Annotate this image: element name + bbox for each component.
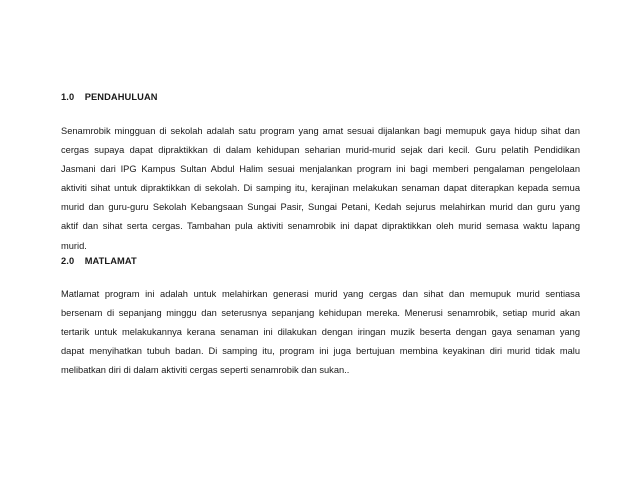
section-title: PENDAHULUAN bbox=[84, 92, 158, 102]
section-number: 1.0 bbox=[61, 92, 75, 102]
paragraph-matlamat bbox=[61, 285, 580, 380]
paragraph-line: melibatkan diri di dalam aktiviti cergas seperti senamrobik dan sukan.. bbox=[61, 365, 350, 376]
section-title: MATLAMAT bbox=[84, 256, 137, 266]
paragraph-line: Jasmani dari IPG Kampus Sultan Abdul Halim sesuai menjalankan program ini bagi memberi pengalaman pengelolaan bbox=[61, 164, 580, 175]
section-heading-pendahuluan bbox=[61, 92, 158, 102]
paragraph-line: Matlamat program ini adalah untuk melahirkan generasi murid yang cergas dan sihat dan memupuk murid sentiasa bbox=[61, 289, 580, 299]
paragraph-line: aktif dan sihat serta cergas. Tambahan pula aktiviti senamrobik ini dapat dipraktikkan oleh murid semasa waktu lapang bbox=[61, 221, 580, 232]
section-heading-matlamat bbox=[61, 256, 137, 266]
paragraph-line: Senamrobik mingguan di sekolah adalah satu program yang amat sesuai dijalankan bagi memupuk gaya hidup sihat dan bbox=[61, 126, 580, 136]
paragraph-pendahuluan bbox=[61, 122, 580, 256]
paragraph-line: murid dan guru-guru Sekolah Kebangsaan Sungai Pasir, Sungai Petani, Kedah sejurus melahirkan murid dan guru yang bbox=[61, 202, 580, 213]
paragraph-line: cergas supaya dapat dipraktikkan di dalam kehidupan seharian murid-murid sejak dari kecil. Guru pelatih Pendidikan bbox=[61, 145, 580, 156]
section-number: 2.0 bbox=[61, 256, 75, 266]
paragraph-line: bersenam di sepanjang minggu dan seterusnya sepanjang kehidupan mereka. Menerusi senamrobik, setiap murid akan bbox=[61, 308, 580, 319]
paragraph-line: aktiviti sihat untuk dipraktikkan di sekolah. Di samping itu, kerajinan melakukan senaman dapat diterapkan kepada semua bbox=[61, 183, 580, 194]
paragraph-line: tertarik untuk melakukannya kerana senaman ini dilakukan dengan iringan muzik beserta dengan gaya senaman yang bbox=[61, 327, 580, 338]
paragraph-line: dapat menyihatkan tubuh badan. Di samping itu, program ini juga bertujuan membina keyakinan diri murid tidak malu bbox=[61, 346, 580, 357]
paragraph-line: murid. bbox=[61, 240, 87, 251]
